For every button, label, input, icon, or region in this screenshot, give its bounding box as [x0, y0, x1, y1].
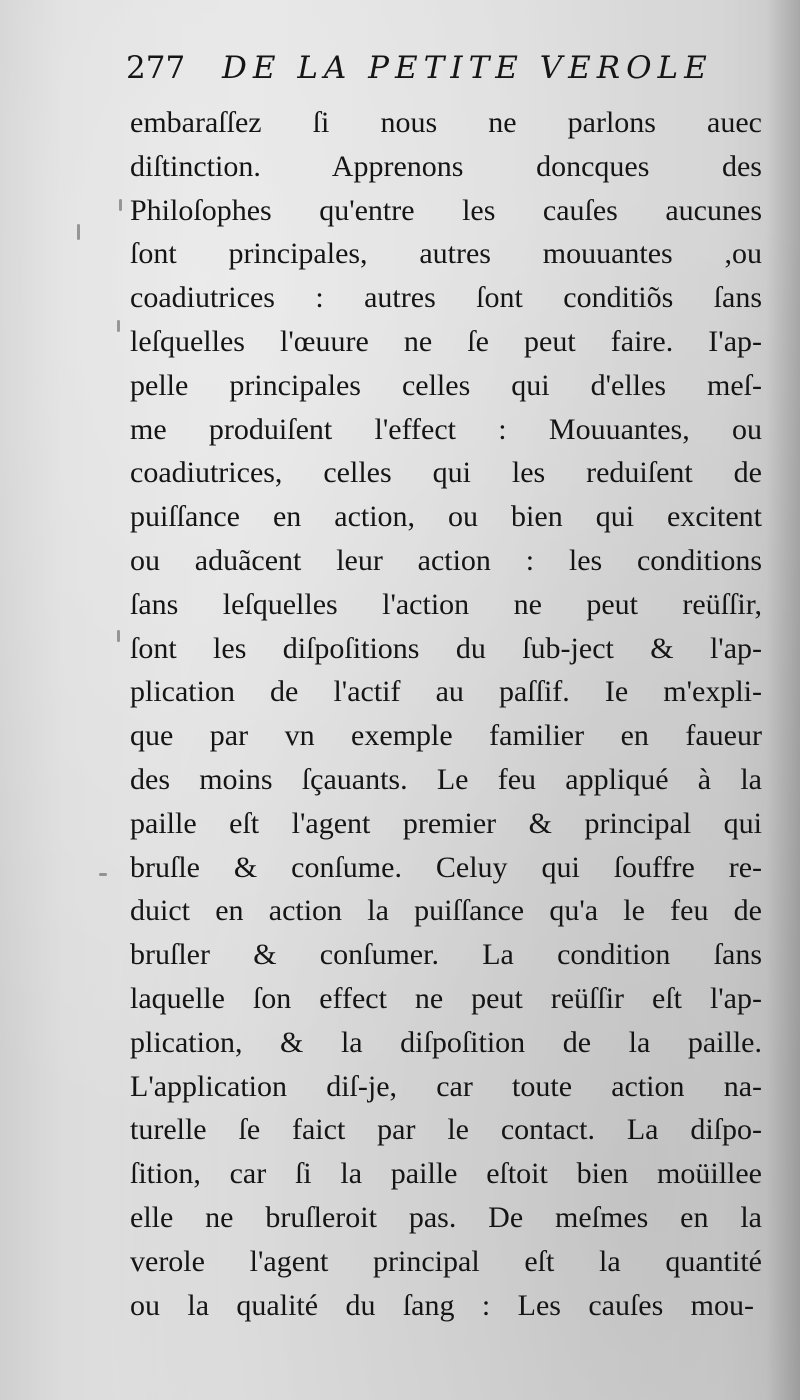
text-line: plication de l'actif au paſſif. Ie m'expli- — [130, 675, 762, 709]
text-line: ſont principales, autres mouuantes ,ou — [130, 237, 762, 271]
ink-speck — [117, 320, 120, 332]
text-line: ou la qualité du ſang : Les cauſes mou- — [130, 1288, 754, 1322]
text-line: ſont les diſpoſitions du ſub-ject & l'ap- — [130, 631, 762, 665]
text-line: des moins ſçauants. Le feu appliqué à la — [130, 762, 762, 796]
text-line: verole l'agent principal eſt la quantité — [130, 1244, 762, 1278]
text-line: coadiutrices, celles qui les reduiſent de — [130, 456, 762, 490]
text-line: bruſle & conſume. Celuy qui ſouffre re- — [130, 850, 762, 884]
text-line: duict en action la puiſſance qu'a le feu de — [130, 894, 762, 928]
running-title: DE LA PETITE VEROLE — [222, 50, 713, 86]
text-line: ſans leſquelles l'action ne peut reüſſir, — [130, 587, 762, 621]
text-line: ou aduãcent leur action : les conditions — [130, 543, 762, 577]
ink-speck — [119, 199, 122, 211]
text-line: ſition, car ſi la paille eſtoit bien moüillee — [130, 1157, 762, 1191]
text-line: que par vn exemple familier en faueur — [130, 719, 762, 753]
ink-speck — [77, 224, 80, 240]
text-line: coadiutrices : autres ſont conditiõs ſans — [130, 281, 762, 315]
page-number: 277 — [126, 50, 186, 86]
text-line: puiſſance en action, ou bien qui excitent — [130, 500, 762, 534]
text-line: turelle ſe faict par le contact. La diſpo- — [130, 1113, 762, 1147]
text-line: leſquelles l'œuure ne ſe peut faire. I'ap- — [130, 324, 762, 358]
text-line: L'application diſ-je, car toute action na- — [130, 1069, 762, 1103]
page-header — [126, 48, 746, 100]
text-line: embaraſſez ſi nous ne parlons auec — [130, 106, 762, 139]
body-text — [130, 101, 762, 1327]
text-line: me produiſent l'effect : Mouuantes, ou — [130, 412, 762, 446]
text-line: paille eſt l'agent premier & principal qui — [130, 806, 762, 840]
text-line: plication, & la diſpoſition de la paille. — [130, 1025, 762, 1059]
ink-speck — [99, 873, 107, 876]
text-line: elle ne bruſleroit pas. De meſmes en la — [130, 1200, 762, 1234]
text-line: bruſler & conſumer. La condition ſans — [130, 938, 762, 972]
text-line: Philoſophes qu'entre les cauſes aucunes — [130, 193, 762, 227]
text-line: laquelle ſon effect ne peut reüſſir eſt l'ap- — [130, 981, 762, 1015]
text-line: diſtinction. Apprenons doncques des — [130, 149, 762, 183]
page-edge-shadow — [766, 0, 800, 1400]
text-line: pelle principales celles qui d'elles meſ- — [130, 368, 762, 402]
ink-speck — [117, 630, 120, 642]
